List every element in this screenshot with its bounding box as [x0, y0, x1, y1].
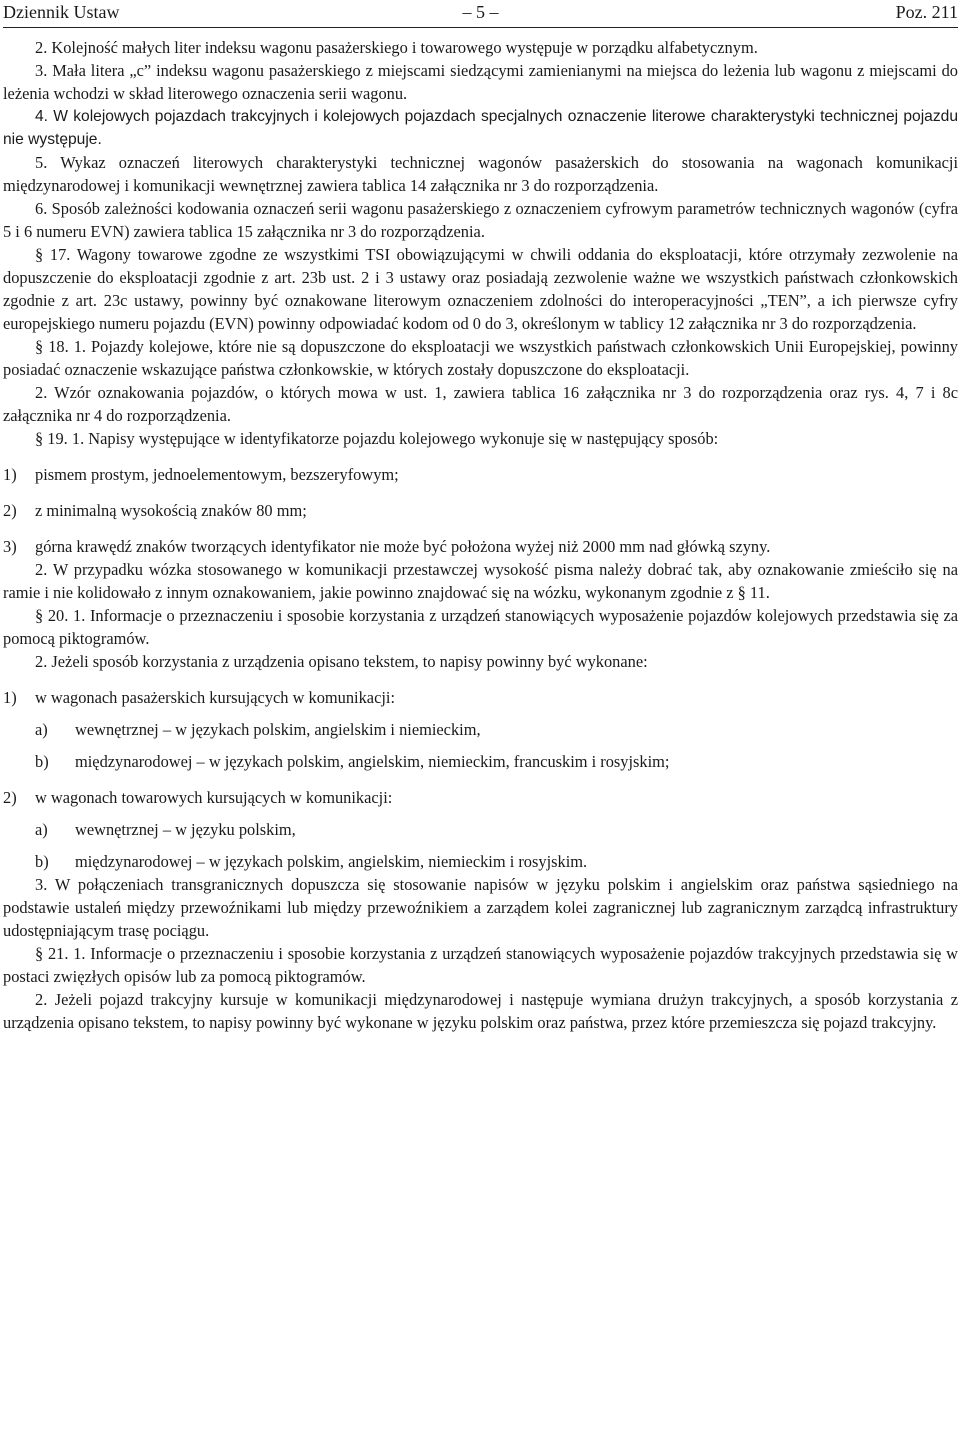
sub-list-item [3, 750, 958, 773]
section-21-1: § 21. 1. Informacje o przeznaczeniu i sposobie korzystania z urządzeń stanowiących wyposażenie pojazdów trakcyjnych przedstawia się w postaci zwięzłych opisów lub za pomocą piktogramów. [3, 944, 958, 986]
sub-list-item [3, 818, 958, 841]
paragraph-5: 5. Wykaz oznaczeń literowych charakterystyki technicznej wagonów pasażerskich do stosowania na wagonach komunikacji międzynarodowej i komunikacji wewnętrznej zawiera tablica 14 załącznika nr 3 do rozporządzenia. [3, 153, 958, 195]
list-item-text: górna krawędź znaków tworzących identyfikator nie może być położona wyżej niż 2000 mm nad główką szyny. [35, 537, 771, 556]
sub-list-item-letter: b) [35, 852, 49, 871]
section-19-1: § 19. 1. Napisy występujące w identyfikatorze pojazdu kolejowego wykonuje się w następujący sposób: [35, 429, 719, 448]
section-18-1: § 18. 1. Pojazdy kolejowe, które nie są dopuszczone do eksploatacji we wszystkich państwach członkowskich Unii Europejskiej, powinny posiadać oznaczenie wskazujące państwa członkowskie, w których zostały dopuszczone do eksploatacji. [3, 337, 958, 379]
list-item [3, 786, 958, 809]
page-header [3, 0, 958, 28]
section-19-2: 2. W przypadku wózka stosowanego w komunikacji przestawczej wysokość pisma należy dobrać tak, aby oznakowanie zmieściło się na ramie i nie kolidowało z innym oznakowaniem, jakie powinno znajdować się na wózku, wykonanym zgodnie z § 11. [3, 560, 958, 602]
page-number: – 5 – [462, 2, 499, 22]
document-body [3, 36, 958, 1034]
sub-list-item-letter: a) [35, 720, 48, 739]
list-item [3, 499, 958, 522]
list-item-number: 1) [3, 688, 17, 707]
list-item-number: 3) [3, 537, 17, 556]
list-item-number: 1) [3, 465, 17, 484]
list-item-text: pismem prostym, jednoelementowym, bezszeryfowym; [35, 465, 399, 484]
list-item-text: w wagonach towarowych kursujących w komunikacji: [35, 788, 393, 807]
list-item-number: 2) [3, 788, 17, 807]
paragraph-3: 3. Mała litera „c” indeksu wagonu pasażerskiego z miejscami siedzącymi zamienianymi na miejsca do leżenia lub wagonu z miejscami do leżenia wchodzi w skład literowego oznaczenia serii wagonu. [3, 61, 958, 103]
journal-title: Dziennik Ustaw [3, 2, 120, 22]
section-21-2: 2. Jeżeli pojazd trakcyjny kursuje w komunikacji międzynarodowej i następuje wymiana drużyn trakcyjnych, a sposób korzystania z urządzenia opisano tekstem, to napisy powinny być wykonane w języku polskim oraz państwa, przez które przemieszcza się pojazd trakcyjny. [3, 990, 958, 1032]
section-20-1: § 20. 1. Informacje o przeznaczeniu i sposobie korzystania z urządzeń stanowiących wyposażenie pojazdów kolejowych przedstawia się za pomocą piktogramów. [3, 606, 958, 648]
sub-list-item [3, 718, 958, 741]
position-number: Poz. 211 [895, 2, 958, 22]
sub-list-item-letter: a) [35, 820, 48, 839]
section-20-2: 2. Jeżeli sposób korzystania z urządzenia opisano tekstem, to napisy powinny być wykonane: [35, 652, 648, 671]
sub-list-item-letter: b) [35, 752, 49, 771]
section-20-3: 3. W połączeniach transgranicznych dopuszcza się stosowanie napisów w języku polskim i angielskim oraz państwa sąsiedniego na podstawie ustaleń między przewoźnikami lub między przewoźnikiem a zarządem kolei zagranicznej lub zagranicznym zarządcą infrastruktury udostępniającym trasę pociągu. [3, 875, 958, 940]
paragraph-2: 2. Kolejność małych liter indeksu wagonu pasażerskiego i towarowego występuje w porządku alfabetycznym. [35, 38, 758, 57]
sub-list-item-text: międzynarodowej – w językach polskim, angielskim, niemieckim i rosyjskim. [75, 852, 588, 871]
section-17: § 17. Wagony towarowe zgodne ze wszystkimi TSI obowiązującymi w chwili oddania do eksploatacji, które otrzymały zezwolenie na dopuszczenie do eksploatacji zgodnie z art. 23b ust. 2 i 3 ustawy oraz posiadają zezwolenie ważne we wszystkich państwach członkowskich zgodnie z art. 23c ustawy, powinny być oznakowane literowym oznaczeniem zdolności do interoperacyjności „TEN”, a ich pierwsze cyfry europejskiego numeru pojazdu (EVN) powinny odpowiadać kodom od 0 do 3, określonym w tablicy 12 załącznika nr 3 do rozporządzenia. [3, 245, 958, 333]
sub-list-item [3, 850, 958, 873]
list-item-number: 2) [3, 501, 17, 520]
paragraph-4: 4. W kolejowych pojazdach trakcyjnych i kolejowych pojazdach specjalnych oznaczenie literowe charakterystyki technicznej pojazdu nie występuje. [3, 108, 958, 148]
list-item [3, 535, 958, 558]
paragraph-6: 6. Sposób zależności kodowania oznaczeń serii wagonu pasażerskiego z oznaczeniem cyfrowym parametrów technicznych wagonów (cyfra 5 i 6 numeru EVN) zawiera tablica 15 załącznika nr 3 do rozporządzenia. [3, 199, 958, 241]
sub-list-item-text: wewnętrznej – w językach polskim, angielskim i niemieckim, [75, 720, 481, 739]
list-item-text: w wagonach pasażerskich kursujących w komunikacji: [35, 688, 396, 707]
sub-list-item-text: wewnętrznej – w języku polskim, [75, 820, 296, 839]
list-item-text: z minimalną wysokością znaków 80 mm; [35, 501, 307, 520]
section-18-2: 2. Wzór oznakowania pojazdów, o których mowa w ust. 1, zawiera tablica 16 załącznika nr 3 do rozporządzenia oraz rys. 4, 7 i 8c załącznika nr 4 do rozporządzenia. [3, 383, 958, 425]
list-item [3, 463, 958, 486]
sub-list-item-text: międzynarodowej – w językach polskim, angielskim, niemieckim, francuskim i rosyjskim; [75, 752, 670, 771]
list-item [3, 686, 958, 709]
